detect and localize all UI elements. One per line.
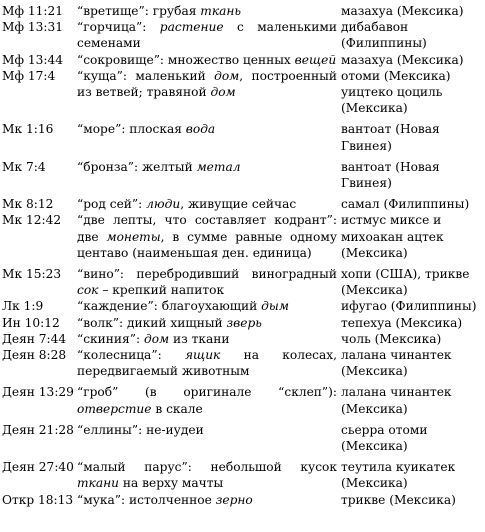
generic-word: растение (159, 20, 224, 35)
generic-word: люди (146, 197, 181, 212)
scripture-reference: Мк 15:23 (2, 267, 62, 282)
biblical-term: вино (83, 267, 114, 282)
biblical-term: малый парус (83, 460, 182, 475)
scripture-reference: Мф 13:44 (2, 52, 64, 67)
biblical-term: море (83, 122, 116, 137)
scripture-reference: Деян 7:44 (2, 331, 67, 346)
term-definition: “скиния”: дом из ткани (77, 331, 230, 346)
table-row (0, 422, 485, 454)
table-row (0, 212, 485, 261)
term-definition: “каждение”: благоухающий дым (77, 299, 289, 314)
generic-word: сок (77, 283, 99, 298)
generic-word: дом (143, 331, 170, 346)
biblical-term: сокровище (83, 52, 154, 67)
biblical-term: вретище (83, 4, 139, 18)
biblical-term: две лепты, что составляет кодрант (83, 213, 327, 228)
table-row (0, 347, 485, 379)
scripture-reference: Мк 1:16 (2, 122, 54, 137)
scripture-reference: Деян 13:29 (2, 385, 74, 400)
language-name: отоми (Мексика) уицтеко цоциль (Мексика) (341, 68, 451, 116)
language-name: трикве (Мексика) (341, 492, 456, 507)
biblical-term: еллины (83, 422, 132, 437)
scripture-reference: Деян 8:28 (2, 348, 67, 363)
term-definition: “две лепты, что составляет кодрант”: две монеты, в сумме равные одному центаво (наименьшая ден. единица) (77, 213, 337, 260)
language-name: дибабавон (Филиппины) (341, 20, 427, 51)
term-definition: “море”: плоская вода (77, 122, 216, 137)
language-name: лалана чинантек (Мексика) (341, 385, 452, 416)
scripture-reference: Мк 7:4 (2, 159, 46, 174)
generic-word: вещей (294, 52, 337, 67)
language-name: ифугао (Филиппины) (341, 299, 477, 314)
language-name: хопи (США), трикве (Мексика) (341, 267, 470, 298)
term-definition: “малый парус”: небольшой кусок ткани на верху мачты (77, 460, 338, 491)
table-row (0, 121, 485, 153)
term-definition: “бронза”: желтый метал (77, 159, 241, 174)
table-row (0, 266, 485, 298)
term-definition: “колесница”: ящик на колесах, передвигаемый животным (77, 348, 338, 379)
biblical-term: куща (83, 68, 117, 83)
scripture-reference: Деян 27:40 (2, 460, 74, 475)
generic-word: вода (185, 122, 216, 137)
biblical-term: каждение (83, 299, 148, 314)
scripture-reference: Мф 17:4 (2, 68, 56, 83)
scripture-reference: Мф 11:21 (2, 4, 64, 18)
language-name: теутила куикатек (Мексика) (341, 460, 456, 491)
generic-word: дом (210, 85, 236, 100)
biblical-term: гроб (83, 385, 113, 400)
table-row (0, 196, 485, 212)
term-definition: “горчица”: растение с маленькими семенами (77, 20, 337, 51)
term-definition: “куща”: маленький дом, построенный из ветвей; травяной дом (77, 68, 337, 100)
term-definition: “вино”: перебродивший виноградный сок – крепкий напиток (77, 267, 337, 298)
table-row (0, 159, 485, 191)
scripture-reference: Деян 21:28 (2, 422, 74, 437)
biblical-term: мука (83, 492, 115, 507)
scripture-reference: Откр 18:13 (2, 492, 74, 507)
term-definition: “еллины”: не-иудеи (77, 422, 204, 437)
table-row (0, 315, 485, 331)
table-row (0, 384, 485, 416)
term-definition: “гроб” (в оригинале “склеп”): отверстие в скале (77, 385, 337, 416)
generic-word: отверстие (77, 401, 152, 416)
language-name: вантоат (Новая Гвинея) (341, 122, 440, 153)
table-row (0, 19, 485, 51)
language-name: тепехуа (Мексика) (341, 315, 463, 330)
table-row (0, 52, 485, 68)
biblical-term: колесница (83, 348, 152, 363)
biblical-term: скиния (83, 331, 130, 346)
scripture-reference: Мк 12:42 (2, 213, 62, 228)
generic-word: ящик (184, 348, 221, 363)
term-definition: “сокровище”: множество ценных вещей (77, 52, 337, 67)
language-name: мазахуа (Мексика) (341, 4, 464, 18)
generic-word: монеты (106, 229, 161, 244)
generic-word: дым (261, 299, 289, 314)
scripture-reference: Ин 10:12 (2, 315, 60, 330)
generic-word: ткани (77, 476, 119, 491)
language-name: истмус миксе и михоакан ацтек (Мексика) (341, 213, 444, 260)
generic-word: ткань (200, 4, 242, 18)
language-name: сьерра отоми (Мексика) (341, 422, 428, 454)
language-name: вантоат (Новая Гвинея) (341, 159, 440, 191)
generic-word: зверь (226, 315, 262, 330)
term-definition: “род сей”: люди, живущие сейчас (77, 197, 297, 212)
table-row (0, 68, 485, 117)
language-name: самал (Филиппины) (341, 197, 470, 212)
table-row (0, 459, 485, 491)
generic-word: дом (214, 68, 240, 83)
biblical-term: бронза (83, 159, 128, 174)
table-row (0, 3, 485, 19)
language-name: мазахуа (Мексика) (341, 52, 464, 67)
biblical-term: род сей (83, 197, 132, 212)
generic-word: метал (196, 159, 241, 174)
term-definition: “мука”: истолченное зерно (77, 492, 253, 507)
table-row (0, 298, 485, 314)
language-name: лалана чинантек (Мексика) (341, 348, 452, 379)
term-definition: “волк”: дикий хищный зверь (77, 315, 262, 330)
language-name: чоль (Мексика) (341, 331, 442, 346)
table-row (0, 331, 485, 347)
table-row (0, 492, 485, 508)
term-definition: “вретище”: грубая ткань (77, 4, 242, 18)
generic-word: зерно (215, 492, 253, 507)
scripture-reference: Мк 8:12 (2, 197, 54, 212)
biblical-term: волк (83, 315, 113, 330)
biblical-term: горчица (83, 20, 137, 35)
scripture-reference: Мф 13:31 (2, 20, 64, 35)
scripture-reference: Лк 1:9 (2, 299, 44, 314)
